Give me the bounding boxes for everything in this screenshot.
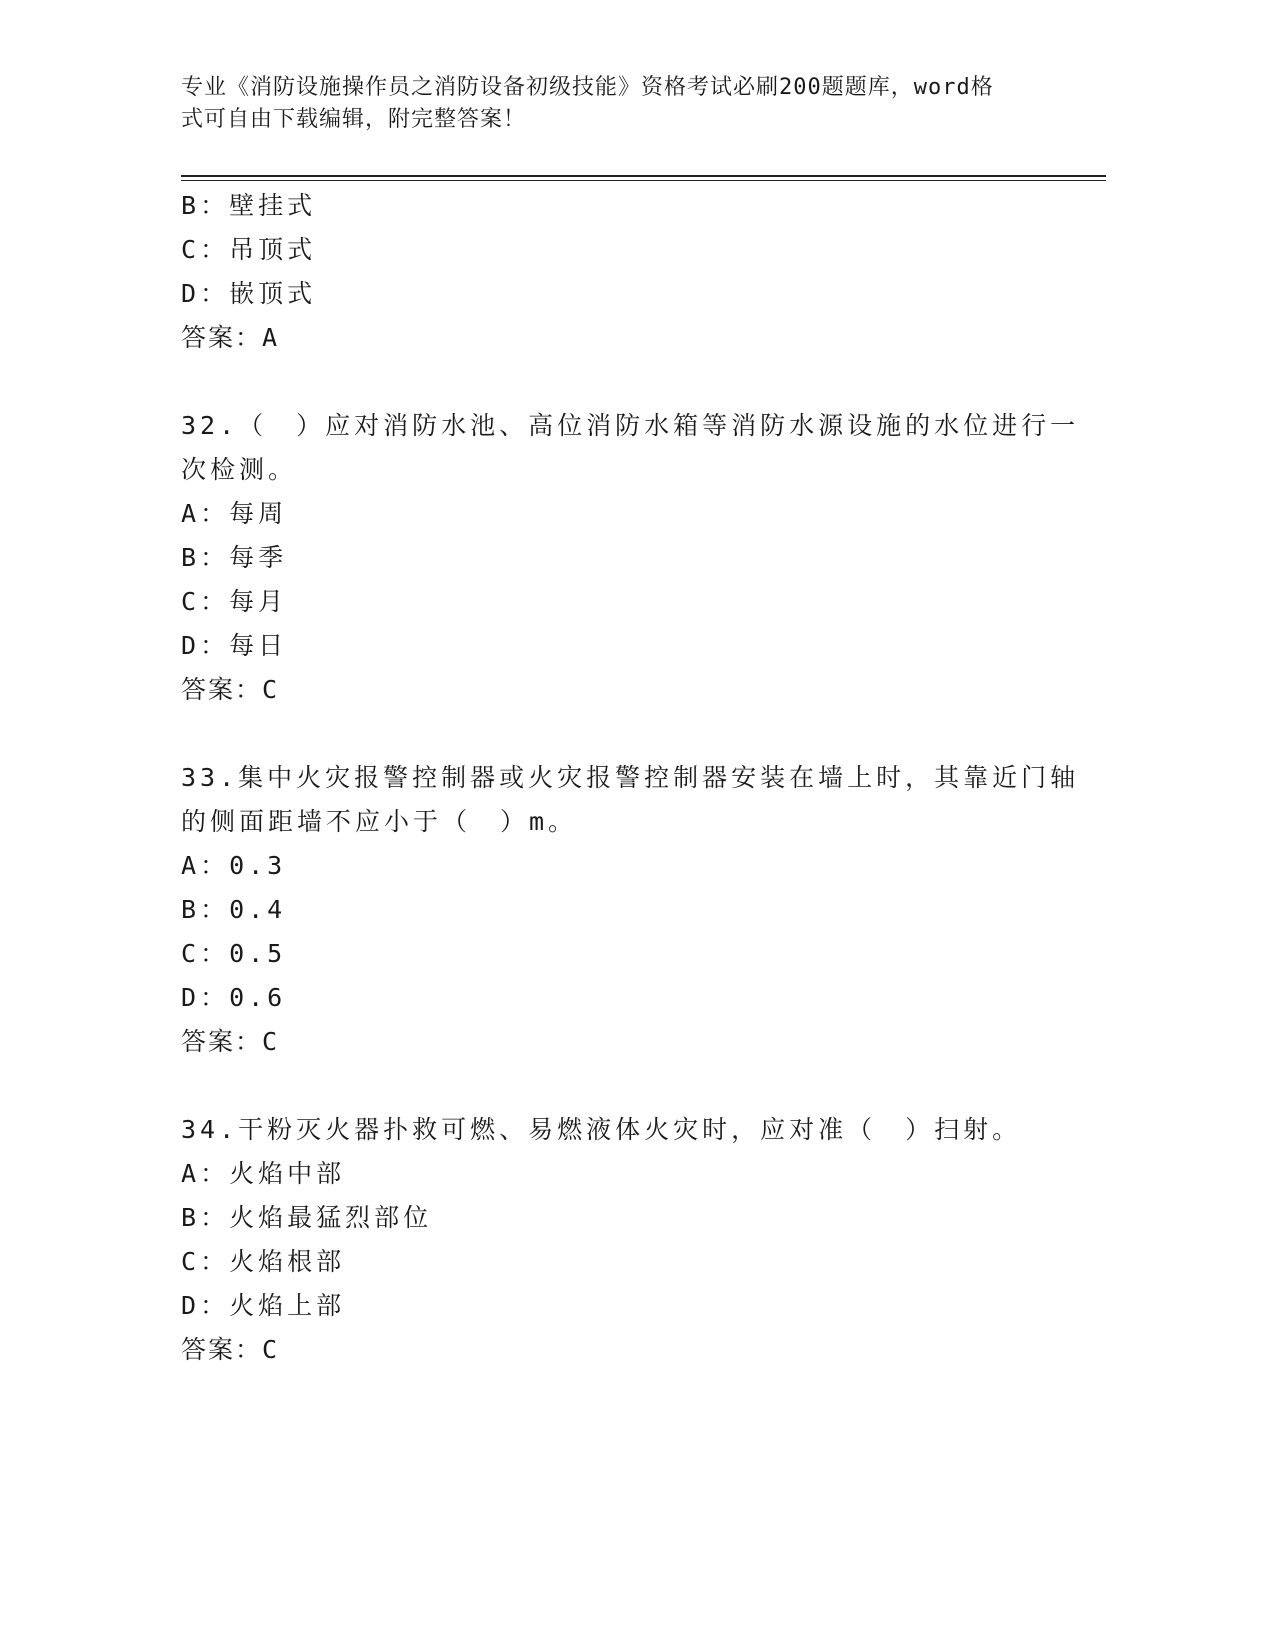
spacer [181,1064,1061,1108]
option-b: B：火焰最猛烈部位 [181,1203,433,1232]
partial-question [181,184,1061,360]
option-c: C：每月 [181,587,288,616]
question-stem-line-1: 34.干粉灭火器扑救可燃、易燃液体火灾时，应对准（ ）扫射。 [181,1115,1022,1144]
option-c: C：0.5 [181,939,287,968]
option-b: B：每季 [181,543,288,572]
question-32 [181,404,1080,712]
option-d: D：0.6 [181,983,287,1012]
header-line-1: 专业《消防设施操作员之消防设备初级技能》资格考试必刷200题题库，word格 [181,75,994,100]
option-a: A：每周 [181,499,288,528]
question-list [181,184,1080,1372]
header-line-2: 式可自由下载编辑，附完整答案！ [181,107,527,132]
answer-line: 答案：C [181,675,280,704]
option-c: C：火焰根部 [181,1247,346,1276]
answer-line: 答案：C [181,1335,280,1364]
question-34 [181,1108,1061,1372]
header-divider [181,175,1106,181]
option-a: A：0.3 [181,851,287,880]
question-stem-line-2: 的侧面距墙不应小于（ ）m。 [181,807,578,836]
question-stem-line-1: 32.（ ）应对消防水池、高位消防水箱等消防水源设施的水位进行一 [181,411,1080,440]
question-33 [181,756,1080,1064]
document-header [181,72,1041,136]
option-d: D：嵌顶式 [181,279,317,308]
option-b: B：0.4 [181,895,287,924]
spacer [181,360,1061,404]
answer-line: 答案：C [181,1027,280,1056]
question-stem-line-1: 33.集中火灾报警控制器或火灾报警控制器安装在墙上时，其靠近门轴 [181,763,1080,792]
question-stem-line-2: 次检测。 [181,455,298,484]
answer-line: 答案：A [181,323,280,352]
option-b: B：壁挂式 [181,191,317,220]
option-d: D：每日 [181,631,288,660]
spacer [181,712,1061,756]
option-a: A：火焰中部 [181,1159,346,1188]
option-d: D：火焰上部 [181,1291,346,1320]
option-c: C：吊顶式 [181,235,317,264]
